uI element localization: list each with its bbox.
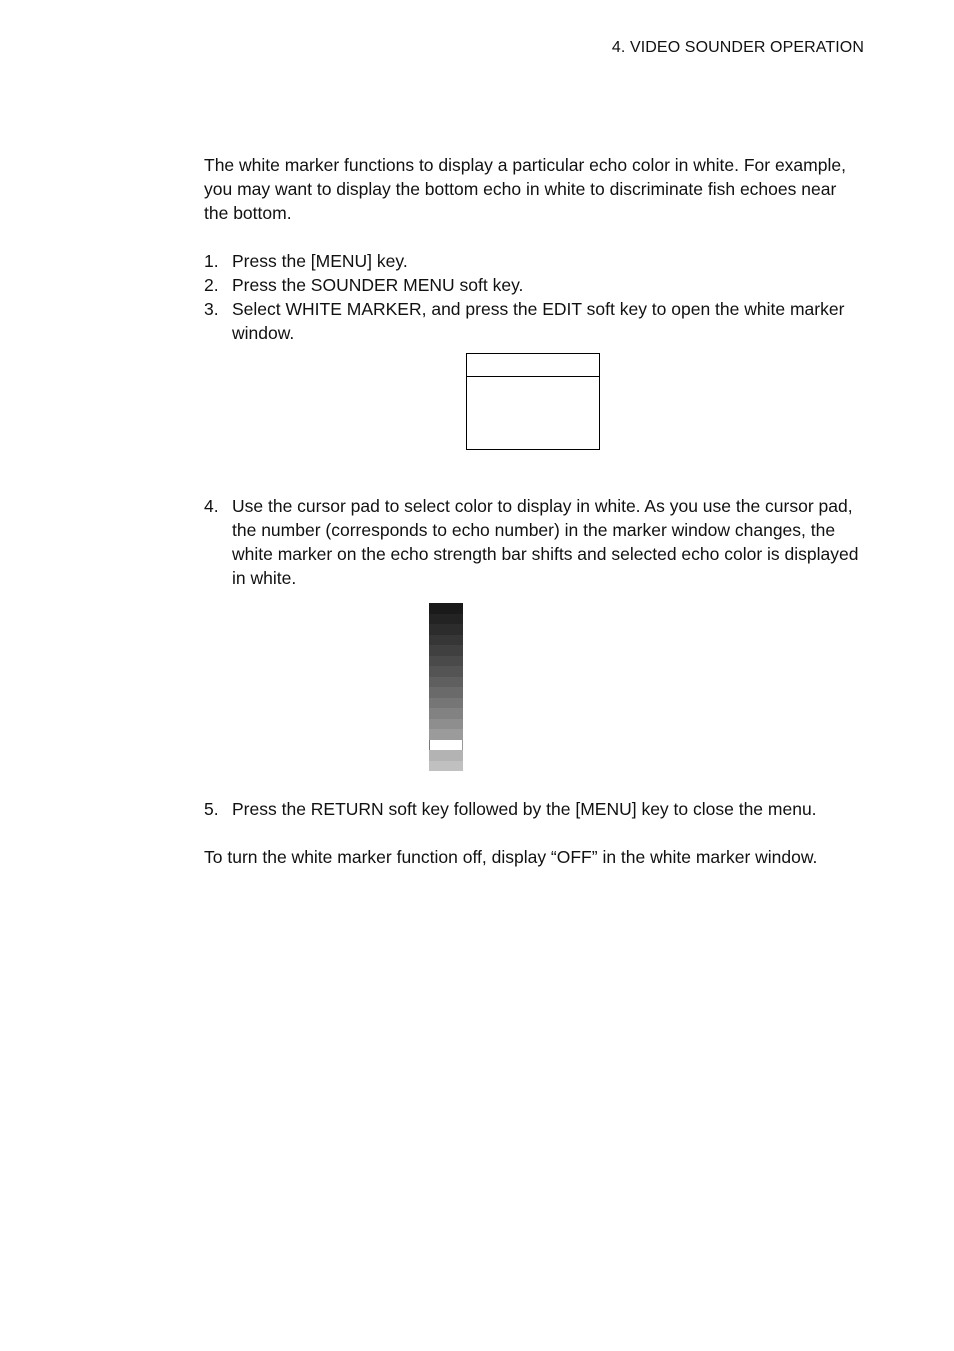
step-text: Press the [MENU] key. — [232, 251, 408, 271]
step-text: Select WHITE MARKER, and press the EDIT soft key to open the white marker window. — [232, 299, 845, 343]
marker-window-titlebar — [467, 354, 599, 377]
step-2 — [204, 273, 864, 297]
echo-strength-bar-figure — [429, 603, 463, 771]
outro-paragraph: To turn the white marker function off, display “OFF” in the white marker window. — [204, 847, 818, 867]
white-marker-window-figure — [466, 353, 600, 450]
white-marker-cell — [429, 740, 463, 751]
step-4-block — [204, 494, 864, 590]
echo-color-cell — [429, 624, 463, 635]
step-number: 1. — [204, 251, 219, 271]
step-text: Use the cursor pad to select color to display in white. As you use the cursor pad, the number (corresponds to echo number) in the marker window changes, the white marker on the echo strength bar shifts and selected echo color is displayed in white. — [232, 496, 859, 588]
echo-color-cell — [429, 635, 463, 646]
page-header: 4. VIDEO SOUNDER OPERATION — [611, 39, 864, 56]
step-number: 3. — [204, 299, 219, 319]
echo-color-cell — [429, 750, 463, 761]
steps-1-3 — [204, 249, 864, 345]
intro-paragraph: The white marker functions to display a particular echo color in white. For example, you may want to display the bottom echo in white to discriminate fish echoes near the bottom. — [204, 155, 846, 223]
step-3 — [204, 297, 864, 345]
echo-color-cell — [429, 677, 463, 688]
step-number: 2. — [204, 275, 219, 295]
step-number: 4. — [204, 496, 219, 516]
echo-color-cell — [429, 656, 463, 667]
echo-color-cell — [429, 698, 463, 709]
echo-color-cell — [429, 708, 463, 719]
step-1 — [204, 249, 864, 273]
echo-color-cell — [429, 645, 463, 656]
step-text: Press the SOUNDER MENU soft key. — [232, 275, 524, 295]
step-4 — [204, 494, 864, 590]
echo-color-cell — [429, 729, 463, 740]
step-5 — [204, 797, 864, 821]
echo-color-cell — [429, 666, 463, 677]
echo-color-cell — [429, 719, 463, 730]
echo-color-cell — [429, 687, 463, 698]
echo-color-cell — [429, 761, 463, 772]
step-text: Press the RETURN soft key followed by the [MENU] key to close the menu. — [232, 799, 817, 819]
echo-color-cell — [429, 614, 463, 625]
echo-color-cell — [429, 603, 463, 614]
step-number: 5. — [204, 799, 219, 819]
step-5-block — [204, 797, 864, 821]
